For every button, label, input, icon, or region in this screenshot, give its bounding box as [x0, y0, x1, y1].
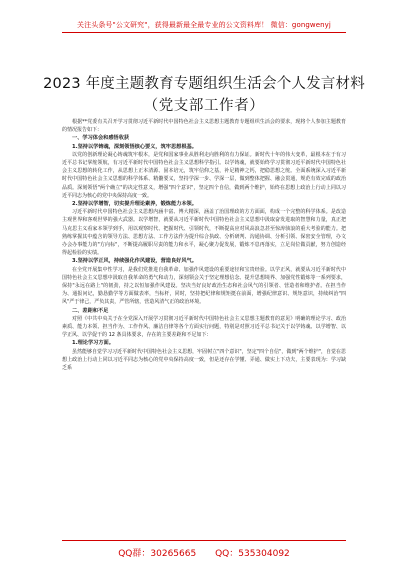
- body-paragraph: 对照《中共中央关于在全党深入开展学习贯彻习近平新时代中国特色社会主义思想主题教育的意见》明确的理论学习、政治素质、能力本领、担当作为、工作作风、廉洁自律等各个方面实行问题，特别是对照习近平总书记关于以学铸魂、以学增智、以学正风、以学促干的 12 条具体要求，存在的主要差距和不足如下：: [62, 315, 346, 339]
- body-paragraph: 虽然能够自觉学习习近平新时代中国特色社会主义思想，牢固树立"四个意识"，坚定"四个自信"，做到"两个维护"，自觉在思想上政治上行动上同以习近平同志为核心的党中央保持高度一致，但是还存在学懂、弄通、做实上下功夫，主要表现为：学习缺乏系: [62, 348, 346, 372]
- qq-group-text: QQ群：30265665: [118, 549, 197, 559]
- header-banner: 关注头条号"公文研究"，获得最新最全最专业的公文资料库！ 微信：gongwenyj: [77, 21, 331, 29]
- document-body: [62, 118, 346, 372]
- section-heading: 一、学习体会和感悟收获: [72, 135, 130, 142]
- header-divider: [62, 32, 346, 33]
- body-paragraph: 习近平新时代中国特色社会主义思想内涵丰富、博大精深，涵盖了治国理政的方方面面，构成一个完整的科学体系。是改造主观世界和客观世界的强大武器。以学增智，就要从习近平新时代中国特色社会主义思想中汲取奋发进取的智慧和力量，真正把马克思主义看家本领学到手，用以观察时代、把握时代、引领时代，不断提高应对风高浪急甚至惊涛骇浪的重大考验的能力。把熟练掌握其中蕴含的领导方法、思想方法、工作方法作为提升综合执政、分析研判、沟通协调、分析引领、保密安全管理，办文办会办事能力的"方向标"，不断提高履职尽责的能力和水平，凝心聚力促发展，锻炼不息再落实，立足岗位做贡献，努力创造经得起检验的实绩。: [62, 209, 346, 257]
- subsection-heading: 2.坚持以学增智，切实提升理论素养，锻炼能力本领。: [72, 201, 197, 208]
- qq-contact-text: QQ：535304092: [215, 549, 290, 559]
- subsection-heading: 3.坚持以学正风，持续强化作风建设，营造良好风气。: [72, 258, 197, 265]
- footer-divider: [62, 540, 346, 541]
- section-heading: 二、差距和不足: [72, 307, 109, 314]
- body-paragraph: 以党的创新理论凝心铸魂筑牢根本，是党和国家事业从胜利走向胜利的有力保证。新时代十年的伟大变革，最根本在于有习近平总书记掌舵领航，有习近平新时代中国特色社会主义思想科学指引。以学铸魂，就要始终学习贯彻习近平新时代中国特色社会主义思想的转化工作，从思想上正本清源、固本培元，筑牢信仰之基，补足精神之钙，把稳思想之舵。全面系统深入习近平新时代中国特色社会主义思想的科学体系、精髓要义，坚持学深一步、学深一层，做到整体把握、融会贯通，规范有效完成的政治品质。深刻领悟"两个确立"的决定性意义，增强"四个意识"，坚定四个自信，做到两个维护，始终在思想上政治上行动上同以习近平同志为核心的党中央保持高度一致。: [62, 151, 346, 199]
- document-title: 2023 年度主题教育专题组织生活会个人发言材料: [43, 76, 365, 92]
- footer: [0, 546, 408, 559]
- body-paragraph: 在全党开展集中性学习，是我们党推进自我革命、加强作风建设的重要途径和宝贵经验。以学正风，就要从习近平新时代中国特色社会主义思想中汲取自我革命的勇气和动力，深刻领会关于坚定理想信念、提升思想境界、加强党性锻炼等一系列要求，保持"永远在路上"的韧劲，持之以恒加强作风建设。坚决当好良好政治生态和社会风气的引领者、营造者和维护者。在担当作为、通报问记，勤恳勤学等方面做表率，当标杆，同时，坚持把纪律和规矩挺在前面，增强纪律意识、规矩意识，持续纠治"四风"严于律己，严负其责，严管所辖，营造风清气正的政治环境。: [62, 266, 346, 306]
- subsection-heading: 1.理论学习方面。: [72, 340, 114, 347]
- document-subtitle: （党支部工作者）: [143, 98, 265, 114]
- intro-paragraph: 根据**党委有关召开学习贯彻习近平新时代中国特色社会主义思想主题教育专题组织生活会的要求，现将个人参加主题教育的情况报告如下：: [62, 119, 346, 134]
- subsection-heading: 1.坚持以学铸魂，深刻领悟核心要义，筑牢思想根基。: [72, 143, 197, 150]
